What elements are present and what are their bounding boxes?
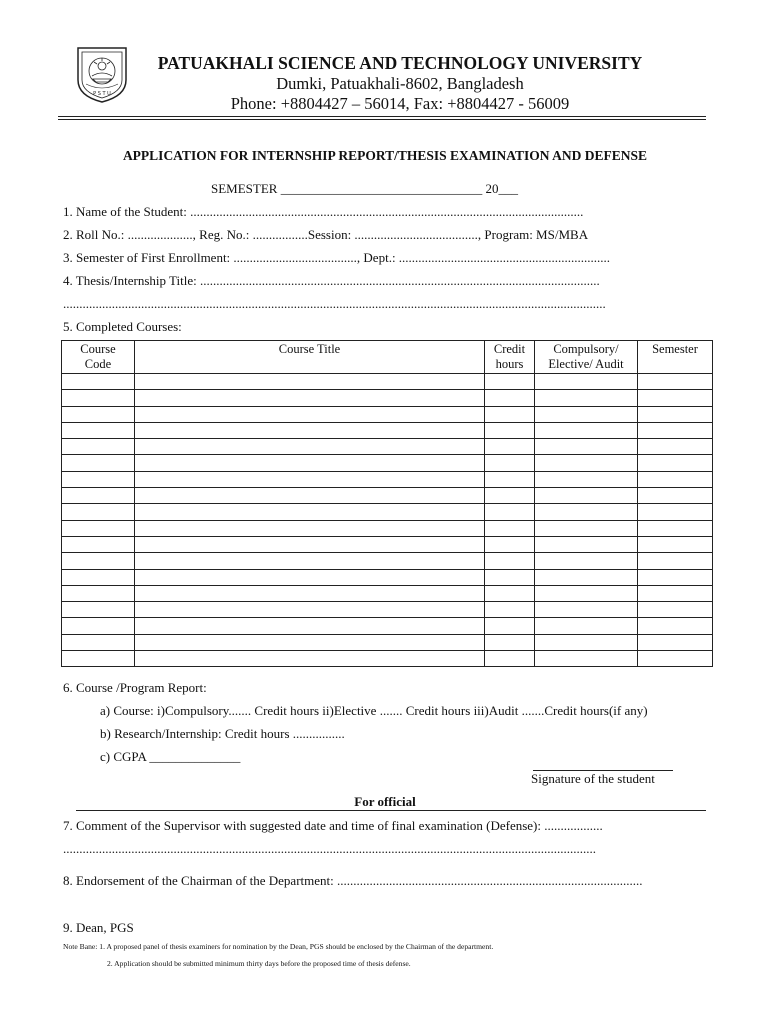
table-row [62,374,713,390]
table-cell[interactable] [485,422,535,438]
completed-courses-table [61,340,713,667]
supervisor-comment-field[interactable]: 7. Comment of the Supervisor with suggested date and time of final examination (Defense): .................. [63,818,603,833]
header-divider [58,116,706,117]
table-row [62,504,713,520]
table-cell[interactable] [135,406,485,422]
table-cell[interactable] [62,634,135,650]
table-cell[interactable] [62,651,135,667]
dean-pgs-label: 9. Dean, PGS [63,920,134,935]
table-cell[interactable] [535,455,638,471]
table-cell[interactable] [62,520,135,536]
table-cell[interactable] [638,488,713,504]
table-cell[interactable] [485,618,535,634]
table-cell[interactable] [485,520,535,536]
university-name: PATUAKHALI SCIENCE AND TECHNOLOGY UNIVERSITY [157,53,643,73]
table-cell[interactable] [485,602,535,618]
table-row [62,618,713,634]
table-cell[interactable] [135,422,485,438]
table-cell[interactable] [62,374,135,390]
table-row [62,602,713,618]
table-cell[interactable] [638,585,713,601]
table-cell[interactable] [485,504,535,520]
table-cell[interactable] [62,471,135,487]
program-report-label: 6. Course /Program Report: [63,680,207,695]
table-cell[interactable] [485,374,535,390]
table-cell[interactable] [535,422,638,438]
course-credit-hours-field[interactable]: a) Course: i)Compulsory....... Credit hours ii)Elective ....... Credit hours iii)Audit .......Credit hours(if any) [100,703,648,718]
table-row [62,569,713,585]
table-cell[interactable] [535,390,638,406]
table-cell[interactable] [535,585,638,601]
table-cell[interactable] [135,618,485,634]
header-course-title: Course Title [135,341,485,374]
university-phone: Phone: +8804427 – 56014, Fax: +8804427 - 56009 [230,94,570,113]
table-cell[interactable] [135,553,485,569]
table-cell[interactable] [485,634,535,650]
table-cell[interactable] [535,634,638,650]
note-2: 2. Application should be submitted minimum thirty days before the proposed time of thesis defense. [107,959,411,968]
table-cell[interactable] [535,569,638,585]
enrollment-dept-field[interactable]: 3. Semester of First Enrollment: ......................................, Dept.: ................................................................. [63,250,611,265]
supervisor-comment-continuation[interactable]: .................................................................................................................................................................... [63,841,596,856]
table-cell[interactable] [62,585,135,601]
table-cell[interactable] [135,439,485,455]
table-cell[interactable] [135,520,485,536]
table-cell[interactable] [62,488,135,504]
table-cell[interactable] [62,455,135,471]
table-cell[interactable] [135,602,485,618]
table-cell[interactable] [485,390,535,406]
table-cell[interactable] [535,553,638,569]
header-course-code: Course Code [62,341,135,374]
table-cell[interactable] [135,488,485,504]
official-divider [76,810,706,811]
thesis-title-continuation[interactable]: ....................................................................................................................................................................... [63,296,606,311]
table-cell[interactable] [535,374,638,390]
table-cell[interactable] [485,455,535,471]
table-row [62,439,713,455]
table-cell[interactable] [135,585,485,601]
table-row [62,553,713,569]
table-cell[interactable] [485,471,535,487]
table-row [62,651,713,667]
for-official-heading: For official [354,794,416,809]
header-credit-hours: Credit hours [485,341,535,374]
table-cell[interactable] [638,374,713,390]
table-cell[interactable] [135,651,485,667]
form-title: APPLICATION FOR INTERNSHIP REPORT/THESIS EXAMINATION AND DEFENSE [122,148,648,163]
table-row [62,455,713,471]
table-cell[interactable] [638,520,713,536]
table-cell[interactable] [135,569,485,585]
table-cell[interactable] [535,520,638,536]
table-cell[interactable] [535,471,638,487]
table-cell[interactable] [535,651,638,667]
header-semester: Semester [638,341,713,374]
header-course-type: Compulsory/ Elective/ Audit [535,341,638,374]
table-cell[interactable] [535,439,638,455]
research-credit-hours-field[interactable]: b) Research/Internship: Credit hours ................ [100,726,345,741]
table-cell[interactable] [485,439,535,455]
table-row [62,471,713,487]
cgpa-field[interactable]: c) CGPA ______________ [100,749,241,764]
table-cell[interactable] [485,488,535,504]
table-cell[interactable] [638,422,713,438]
table-cell[interactable] [135,504,485,520]
table-cell[interactable] [62,439,135,455]
table-cell[interactable] [135,374,485,390]
table-cell[interactable] [535,602,638,618]
table-cell[interactable] [638,455,713,471]
table-cell[interactable] [638,569,713,585]
table-cell[interactable] [638,553,713,569]
table-cell[interactable] [485,553,535,569]
table-row [62,390,713,406]
table-cell[interactable] [62,536,135,552]
table-cell[interactable] [62,422,135,438]
table-cell[interactable] [135,634,485,650]
table-cell[interactable] [135,536,485,552]
table-cell[interactable] [638,651,713,667]
svg-text:P S T U: P S T U [93,91,111,97]
table-cell[interactable] [535,536,638,552]
table-cell[interactable] [638,471,713,487]
table-cell[interactable] [638,618,713,634]
table-row [62,488,713,504]
table-cell[interactable] [485,651,535,667]
table-cell[interactable] [535,488,638,504]
table-cell[interactable] [62,602,135,618]
table-cell[interactable] [62,504,135,520]
table-cell[interactable] [638,406,713,422]
roll-reg-field[interactable]: 2. Roll No.: ...................., Reg. No.: .................Session: ......................................, Program: MS/MBA [63,227,589,242]
completed-courses-label: 5. Completed Courses: [63,319,182,334]
table-row [62,520,713,536]
table-cell[interactable] [638,390,713,406]
table-cell[interactable] [62,618,135,634]
table-cell[interactable] [638,536,713,552]
table-row [62,422,713,438]
table-cell[interactable] [485,585,535,601]
header-divider-thin [58,119,706,120]
table-cell[interactable] [535,618,638,634]
table-row [62,634,713,650]
table-cell[interactable] [638,634,713,650]
table-row [62,406,713,422]
thesis-title-field[interactable]: 4. Thesis/Internship Title: ........................................................................................................................... [63,273,600,288]
table-row [62,536,713,552]
note-1: Note Bane: 1. A proposed panel of thesis examiners for nomination by the Dean, PGS should be enclosed by the Chairman of the department. [63,942,494,951]
chairman-endorsement-field[interactable]: 8. Endorsement of the Chairman of the Department: .............................................................................................. [63,873,643,888]
student-name-field[interactable]: 1. Name of the Student: ......................................................................................................................... [63,204,584,219]
table-cell[interactable] [135,455,485,471]
table-cell[interactable] [485,406,535,422]
table-row [62,585,713,601]
table-cell[interactable] [638,504,713,520]
table-cell[interactable] [638,439,713,455]
table-cell[interactable] [62,553,135,569]
table-cell[interactable] [638,602,713,618]
table-cell[interactable] [62,390,135,406]
table-cell[interactable] [135,390,485,406]
student-signature-label: Signature of the student [531,771,655,786]
table-cell[interactable] [535,406,638,422]
table-cell[interactable] [485,569,535,585]
table-cell[interactable] [535,504,638,520]
university-address: Dumki, Patuakhali-8602, Bangladesh [276,74,524,93]
table-cell[interactable] [62,406,135,422]
semester-field[interactable]: SEMESTER _______________________________ 20___ [211,181,518,196]
table-cell[interactable] [135,471,485,487]
table-cell[interactable] [62,569,135,585]
table-cell[interactable] [485,536,535,552]
